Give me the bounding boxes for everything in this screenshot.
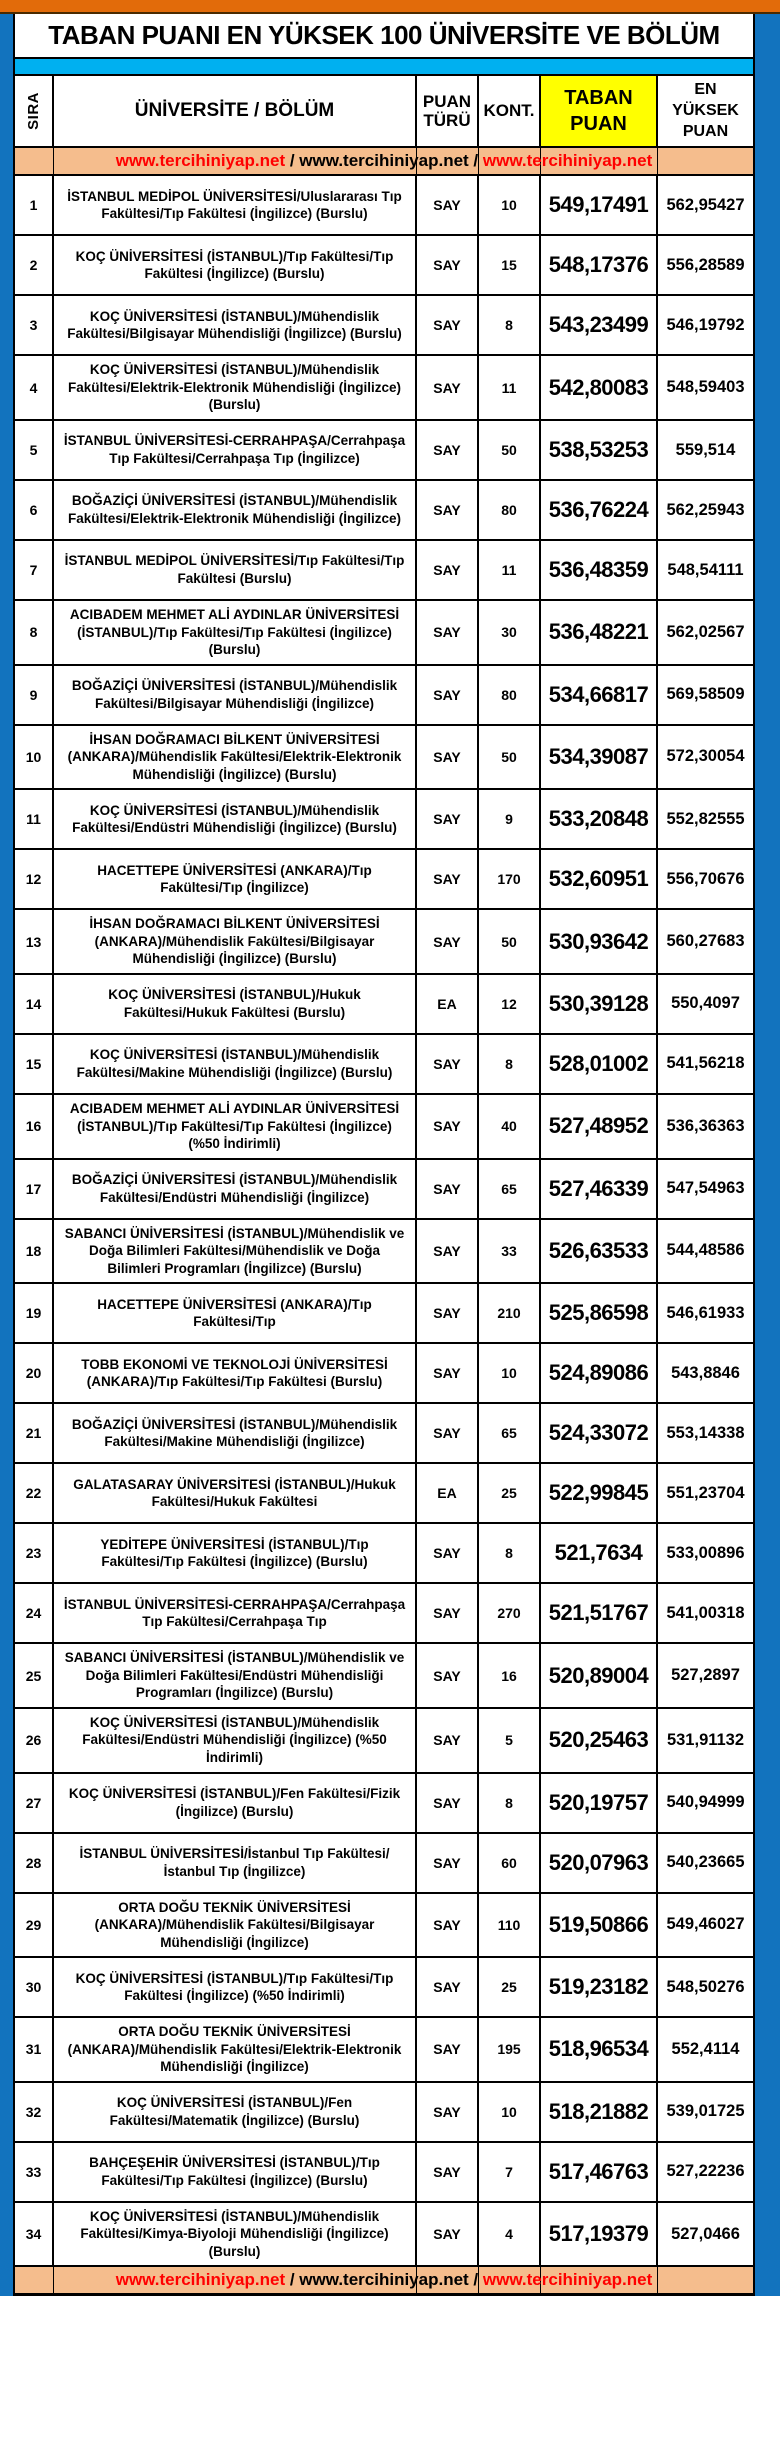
rank-cell: 3 — [15, 296, 54, 354]
rank-cell: 29 — [15, 1894, 54, 1957]
table-row — [15, 1220, 753, 1285]
table-row — [15, 2083, 753, 2143]
quota-cell: 170 — [479, 850, 541, 908]
base-score-cell: 520,07963 — [541, 1834, 658, 1892]
university-cell: KOÇ ÜNİVERSİTESİ (İSTANBUL)/Fen Fakültesi/Fizik (İngilizce) (Burslu) — [54, 1774, 417, 1832]
title-band — [15, 14, 753, 59]
watermark-separator: / — [468, 2270, 483, 2290]
top-score-cell: 562,02567 — [666, 622, 745, 641]
rank-cell: 12 — [15, 850, 54, 908]
table-row — [15, 1404, 753, 1464]
watermark-link[interactable]: www.tercihiniyap.net — [299, 2270, 469, 2290]
left-blue-border — [0, 14, 13, 2296]
top-orange-bar — [0, 0, 780, 14]
top-score-cell: 569,58509 — [666, 685, 745, 704]
watermark-link[interactable]: www.tercihiniyap.net — [482, 2270, 653, 2290]
base-score-cell: 519,23182 — [541, 1958, 658, 2016]
rank-cell: 11 — [15, 790, 54, 848]
rank-cell: 8 — [15, 601, 54, 664]
university-cell: HACETTEPE ÜNİVERSİTESİ (ANKARA)/Tıp Fakültesi/Tıp (İngilizce) — [54, 850, 417, 908]
rank-cell: 9 — [15, 666, 54, 724]
rank-cell: 4 — [15, 356, 54, 419]
university-cell: YEDİTEPE ÜNİVERSİTESİ (İSTANBUL)/Tıp Fakültesi/Tıp Fakültesi (İngilizce) (Burslu) — [54, 1524, 417, 1582]
university-cell: ORTA DOĞU TEKNİK ÜNİVERSİTESİ (ANKARA)/Mühendislik Fakültesi/Bilgisayar Mühendisliği (İngilizce) — [54, 1894, 417, 1957]
base-score-cell: 518,21882 — [541, 2083, 658, 2141]
university-cell: İHSAN DOĞRAMACI BİLKENT ÜNİVERSİTESİ (ANKARA)/Mühendislik Fakültesi/Bilgisayar Mühendisliği (İngilizce) (Burslu) — [54, 910, 417, 973]
university-cell: KOÇ ÜNİVERSİTESİ (İSTANBUL)/Mühendislik Fakültesi/Elektrik-Elektronik Mühendisliği (İngilizce) (Burslu) — [54, 356, 417, 419]
quota-cell: 8 — [479, 1524, 541, 1582]
watermark-link[interactable]: www.tercihiniyap.net — [115, 2270, 286, 2290]
quota-cell: 10 — [479, 176, 541, 234]
score-type-cell: SAY — [417, 541, 479, 599]
quota-cell: 16 — [479, 1644, 541, 1707]
university-cell: ACIBADEM MEHMET ALİ AYDINLAR ÜNİVERSİTESİ (İSTANBUL)/Tıp Fakültesi/Tıp Fakültesi (İngilizce) (%50 İndirimli) — [54, 1095, 417, 1158]
top-score-cell: 551,23704 — [666, 1483, 745, 1502]
university-cell: BOĞAZİÇİ ÜNİVERSİTESİ (İSTANBUL)/Mühendislik Fakültesi/Endüstri Mühendisliği (İngilizce) — [54, 1160, 417, 1218]
rank-cell: 13 — [15, 910, 54, 973]
base-score-cell: 527,48952 — [541, 1095, 658, 1158]
score-type-cell: SAY — [417, 1894, 479, 1957]
base-score-cell: 517,19379 — [541, 2203, 658, 2266]
top-score-cell: 543,8846 — [671, 1363, 740, 1382]
score-type-cell: SAY — [417, 850, 479, 908]
rank-cell: 32 — [15, 2083, 54, 2141]
rank-cell: 24 — [15, 1584, 54, 1642]
rank-cell: 15 — [15, 1035, 54, 1093]
top-score-cell: 540,94999 — [666, 1793, 745, 1812]
quota-cell: 50 — [479, 726, 541, 789]
base-score-cell: 533,20848 — [541, 790, 658, 848]
header-rank: SIRA — [15, 76, 54, 146]
university-cell: SABANCI ÜNİVERSİTESİ (İSTANBUL)/Mühendislik ve Doğa Bilimleri Fakültesi/Endüstri Mühendisliği Programları (İngilizce) (Burslu) — [54, 1644, 417, 1707]
score-type-cell: SAY — [417, 1035, 479, 1093]
base-score-cell: 548,17376 — [541, 236, 658, 294]
score-type-cell: SAY — [417, 666, 479, 724]
top-score-cell: 560,27683 — [666, 932, 745, 951]
table-row — [15, 1344, 753, 1404]
top-score-cell: 556,70676 — [666, 869, 745, 888]
university-cell: KOÇ ÜNİVERSİTESİ (İSTANBUL)/Mühendislik Fakültesi/Makine Mühendisliği (İngilizce) (Burslu) — [54, 1035, 417, 1093]
quota-cell: 50 — [479, 421, 541, 479]
table-body — [15, 176, 753, 2267]
table-row — [15, 541, 753, 601]
table-row — [15, 1894, 753, 1959]
rank-cell: 1 — [15, 176, 54, 234]
base-score-cell: 534,66817 — [541, 666, 658, 724]
top-score-cell: 531,91132 — [666, 1730, 745, 1749]
base-score-cell: 520,25463 — [541, 1709, 658, 1772]
top-score-cell: 546,19792 — [666, 315, 745, 334]
top-score-cell: 550,4097 — [671, 994, 740, 1013]
quota-cell: 9 — [479, 790, 541, 848]
top-score-cell: 548,54111 — [667, 560, 744, 579]
header-university: ÜNİVERSİTE / BÖLÜM — [54, 76, 417, 146]
score-type-cell: SAY — [417, 2143, 479, 2201]
base-score-cell: 522,99845 — [541, 1464, 658, 1522]
base-score-cell: 534,39087 — [541, 726, 658, 789]
rank-cell: 2 — [15, 236, 54, 294]
base-score-cell: 524,89086 — [541, 1344, 658, 1402]
header-top-score: EN YÜKSEK PUAN — [672, 81, 739, 140]
rank-cell: 20 — [15, 1344, 54, 1402]
base-score-cell: 521,51767 — [541, 1584, 658, 1642]
quota-cell: 80 — [479, 666, 541, 724]
header-base-score: TABAN PUAN — [541, 76, 658, 146]
quota-cell: 10 — [479, 2083, 541, 2141]
top-score-cell: 533,00896 — [666, 1543, 745, 1562]
rank-cell: 28 — [15, 1834, 54, 1892]
header-score-type: PUAN TÜRÜ — [417, 76, 479, 146]
top-score-cell: 552,82555 — [666, 809, 745, 828]
base-score-cell: 538,53253 — [541, 421, 658, 479]
university-cell: HACETTEPE ÜNİVERSİTESİ (ANKARA)/Tıp Fakültesi/Tıp — [54, 1284, 417, 1342]
score-type-cell: SAY — [417, 790, 479, 848]
top-score-cell: 527,22236 — [666, 2162, 745, 2181]
table-row — [15, 356, 753, 421]
table-row — [15, 296, 753, 356]
watermark-text — [15, 148, 753, 174]
base-score-cell: 543,23499 — [541, 296, 658, 354]
base-score-cell: 532,60951 — [541, 850, 658, 908]
university-cell: İSTANBUL ÜNİVERSİTESİ/İstanbul Tıp Fakültesi/İstanbul Tıp (İngilizce) — [54, 1834, 417, 1892]
watermark-link[interactable]: www.tercihiniyap.net — [482, 151, 653, 171]
top-score-cell: 552,4114 — [671, 2039, 740, 2058]
base-score-cell: 530,39128 — [541, 975, 658, 1033]
rank-cell: 25 — [15, 1644, 54, 1707]
table-header-row — [15, 76, 753, 148]
top-score-cell: 559,514 — [675, 440, 736, 459]
base-score-cell: 520,19757 — [541, 1774, 658, 1832]
score-type-cell: SAY — [417, 1095, 479, 1158]
table-row — [15, 2018, 753, 2083]
top-score-cell: 562,25943 — [666, 500, 745, 519]
quota-cell: 270 — [479, 1584, 541, 1642]
base-score-cell: 519,50866 — [541, 1894, 658, 1957]
score-type-cell: SAY — [417, 1160, 479, 1218]
table-row — [15, 910, 753, 975]
university-cell: GALATASARAY ÜNİVERSİTESİ (İSTANBUL)/Hukuk Fakültesi/Hukuk Fakültesi — [54, 1464, 417, 1522]
rank-cell: 16 — [15, 1095, 54, 1158]
table-row — [15, 726, 753, 791]
quota-cell: 25 — [479, 1464, 541, 1522]
university-cell: İSTANBUL ÜNİVERSİTESİ-CERRAHPAŞA/Cerrahpaşa Tıp Fakültesi/Cerrahpaşa Tıp — [54, 1584, 417, 1642]
table-row — [15, 1709, 753, 1774]
top-score-cell: 549,46027 — [666, 1915, 745, 1934]
score-type-cell: SAY — [417, 2018, 479, 2081]
table-row — [15, 1644, 753, 1709]
rank-cell: 23 — [15, 1524, 54, 1582]
base-score-cell: 536,48359 — [541, 541, 658, 599]
quota-cell: 50 — [479, 910, 541, 973]
university-cell: KOÇ ÜNİVERSİTESİ (İSTANBUL)/Mühendislik Fakültesi/Bilgisayar Mühendisliği (İngilizce) (Burslu) — [54, 296, 417, 354]
quota-cell: 8 — [479, 1774, 541, 1832]
quota-cell: 15 — [479, 236, 541, 294]
university-cell: İHSAN DOĞRAMACI BİLKENT ÜNİVERSİTESİ (ANKARA)/Mühendislik Fakültesi/Elektrik-Elektronik Mühendisliği (İngilizce) (Burslu) — [54, 726, 417, 789]
table-row — [15, 2143, 753, 2203]
score-type-cell: SAY — [417, 1220, 479, 1283]
base-score-cell: 518,96534 — [541, 2018, 658, 2081]
rank-cell: 31 — [15, 2018, 54, 2081]
quota-cell: 8 — [479, 296, 541, 354]
quota-cell: 12 — [479, 975, 541, 1033]
top-score-cell: 527,2897 — [671, 1666, 740, 1685]
score-type-cell: SAY — [417, 1284, 479, 1342]
table-row — [15, 790, 753, 850]
base-score-cell: 536,76224 — [541, 481, 658, 539]
university-cell: ACIBADEM MEHMET ALİ AYDINLAR ÜNİVERSİTESİ (İSTANBUL)/Tıp Fakültesi/Tıp Fakültesi (İngilizce) (Burslu) — [54, 601, 417, 664]
table-row — [15, 850, 753, 910]
quota-cell: 11 — [479, 356, 541, 419]
score-type-cell: SAY — [417, 296, 479, 354]
university-cell: İSTANBUL MEDİPOL ÜNİVERSİTESİ/Tıp Fakültesi/Tıp Fakültesi (Burslu) — [54, 541, 417, 599]
score-type-cell: SAY — [417, 1584, 479, 1642]
top-score-cell: 562,95427 — [666, 195, 745, 214]
top-score-cell: 544,48586 — [666, 1241, 745, 1260]
score-type-cell: SAY — [417, 236, 479, 294]
score-type-cell: EA — [417, 975, 479, 1033]
rank-cell: 18 — [15, 1220, 54, 1283]
table-row — [15, 176, 753, 236]
university-cell: KOÇ ÜNİVERSİTESİ (İSTANBUL)/Tıp Fakültesi/Tıp Fakültesi (İngilizce) (%50 İndirimli) — [54, 1958, 417, 2016]
rank-cell: 26 — [15, 1709, 54, 1772]
watermark-band-top — [15, 148, 753, 176]
top-score-cell: 556,28589 — [666, 255, 745, 274]
quota-cell: 33 — [479, 1220, 541, 1283]
top-score-cell: 540,23665 — [666, 1853, 745, 1872]
table-row — [15, 421, 753, 481]
university-cell: İSTANBUL MEDİPOL ÜNİVERSİTESİ/Uluslararası Tıp Fakültesi/Tıp Fakültesi (İngilizce) (Burslu) — [54, 176, 417, 234]
rank-cell: 27 — [15, 1774, 54, 1832]
score-type-cell: SAY — [417, 1774, 479, 1832]
top-score-cell: 541,00318 — [666, 1603, 745, 1622]
rank-cell: 17 — [15, 1160, 54, 1218]
quota-cell: 8 — [479, 1035, 541, 1093]
top-score-cell: 546,61933 — [666, 1303, 745, 1322]
score-type-cell: SAY — [417, 2083, 479, 2141]
quota-cell: 30 — [479, 601, 541, 664]
quota-cell: 110 — [479, 1894, 541, 1957]
university-cell: BAHÇEŞEHİR ÜNİVERSİTESİ (İSTANBUL)/Tıp Fakültesi/Tıp Fakültesi (İngilizce) (Burslu) — [54, 2143, 417, 2201]
content-box — [13, 14, 755, 2296]
score-type-cell: SAY — [417, 1644, 479, 1707]
top-score-cell: 527,0466 — [671, 2224, 740, 2243]
table-row — [15, 1035, 753, 1095]
table-row — [15, 1584, 753, 1644]
base-score-cell: 520,89004 — [541, 1644, 658, 1707]
score-type-cell: SAY — [417, 1524, 479, 1582]
university-cell: KOÇ ÜNİVERSİTESİ (İSTANBUL)/Fen Fakültesi/Matematik (İngilizce) (Burslu) — [54, 2083, 417, 2141]
score-type-cell: SAY — [417, 356, 479, 419]
university-cell: İSTANBUL ÜNİVERSİTESİ-CERRAHPAŞA/Cerrahpaşa Tıp Fakültesi/Cerrahpaşa Tıp (İngilizce) — [54, 421, 417, 479]
table-row — [15, 975, 753, 1035]
watermark-band-bottom — [15, 2267, 753, 2293]
table-row — [15, 1464, 753, 1524]
quota-cell: 65 — [479, 1160, 541, 1218]
table-row — [15, 1958, 753, 2018]
university-cell: BOĞAZİÇİ ÜNİVERSİTESİ (İSTANBUL)/Mühendislik Fakültesi/Elektrik-Elektronik Mühendisliği (İngilizce) — [54, 481, 417, 539]
score-type-cell: SAY — [417, 601, 479, 664]
table-row — [15, 1834, 753, 1894]
page-title: TABAN PUANI EN YÜKSEK 100 ÜNİVERSİTE VE BÖLÜM — [48, 20, 720, 50]
watermark-link[interactable]: www.tercihiniyap.net — [115, 151, 286, 171]
quota-cell: 80 — [479, 481, 541, 539]
university-cell: SABANCI ÜNİVERSİTESİ (İSTANBUL)/Mühendislik ve Doğa Bilimleri Fakültesi/Mühendislik ve Doğa Bilimleri Programları (İngilizce) (Burslu) — [54, 1220, 417, 1283]
score-type-cell: SAY — [417, 910, 479, 973]
base-score-cell: 549,17491 — [541, 176, 658, 234]
rank-cell: 10 — [15, 726, 54, 789]
quota-cell: 210 — [479, 1284, 541, 1342]
watermark-link[interactable]: www.tercihiniyap.net — [299, 151, 469, 171]
rank-cell: 30 — [15, 1958, 54, 2016]
base-score-cell: 536,48221 — [541, 601, 658, 664]
table-row — [15, 666, 753, 726]
top-score-cell: 541,56218 — [666, 1054, 745, 1073]
university-cell: TOBB EKONOMİ VE TEKNOLOJİ ÜNİVERSİTESİ (ANKARA)/Tıp Fakültesi/Tıp Fakültesi (Burslu) — [54, 1344, 417, 1402]
top-score-cell: 553,14338 — [666, 1423, 745, 1442]
top-score-cell: 548,59403 — [666, 378, 745, 397]
base-score-cell: 524,33072 — [541, 1404, 658, 1462]
rank-cell: 6 — [15, 481, 54, 539]
score-type-cell: SAY — [417, 176, 479, 234]
watermark-separator: / — [468, 151, 483, 171]
score-type-cell: SAY — [417, 2203, 479, 2266]
university-cell: KOÇ ÜNİVERSİTESİ (İSTANBUL)/Mühendislik Fakültesi/Endüstri Mühendisliği (İngilizce) (Burslu) — [54, 790, 417, 848]
score-type-cell: SAY — [417, 421, 479, 479]
header-quota: KONT. — [479, 76, 541, 146]
university-cell: BOĞAZİÇİ ÜNİVERSİTESİ (İSTANBUL)/Mühendislik Fakültesi/Bilgisayar Mühendisliği (İngilizce) — [54, 666, 417, 724]
quota-cell: 60 — [479, 1834, 541, 1892]
quota-cell: 5 — [479, 1709, 541, 1772]
rank-cell: 7 — [15, 541, 54, 599]
watermark-separator: / — [285, 2270, 300, 2290]
score-type-cell: SAY — [417, 1958, 479, 2016]
rank-cell: 21 — [15, 1404, 54, 1462]
ranking-table — [15, 74, 753, 2296]
base-score-cell: 526,63533 — [541, 1220, 658, 1283]
base-score-cell: 527,46339 — [541, 1160, 658, 1218]
top-score-cell: 548,50276 — [666, 1977, 745, 1996]
quota-cell: 65 — [479, 1404, 541, 1462]
table-row — [15, 1524, 753, 1584]
score-type-cell: SAY — [417, 1344, 479, 1402]
base-score-cell: 542,80083 — [541, 356, 658, 419]
blue-stripe — [15, 59, 753, 74]
university-cell: BOĞAZİÇİ ÜNİVERSİTESİ (İSTANBUL)/Mühendislik Fakültesi/Makine Mühendisliği (İngilizce) — [54, 1404, 417, 1462]
base-score-cell: 530,93642 — [541, 910, 658, 973]
score-type-cell: SAY — [417, 1404, 479, 1462]
table-row — [15, 1095, 753, 1160]
quota-cell: 195 — [479, 2018, 541, 2081]
right-blue-border — [755, 14, 780, 2296]
watermark-separator: / — [285, 151, 300, 171]
quota-cell: 11 — [479, 541, 541, 599]
base-score-cell: 517,46763 — [541, 2143, 658, 2201]
quota-cell: 7 — [479, 2143, 541, 2201]
base-score-cell: 521,7634 — [541, 1524, 658, 1582]
quota-cell: 10 — [479, 1344, 541, 1402]
quota-cell: 4 — [479, 2203, 541, 2266]
score-type-cell: EA — [417, 1464, 479, 1522]
base-score-cell: 525,86598 — [541, 1284, 658, 1342]
university-cell: KOÇ ÜNİVERSİTESİ (İSTANBUL)/Hukuk Fakültesi/Hukuk Fakültesi (Burslu) — [54, 975, 417, 1033]
rank-cell: 14 — [15, 975, 54, 1033]
score-type-cell: SAY — [417, 726, 479, 789]
rank-cell: 19 — [15, 1284, 54, 1342]
table-row — [15, 236, 753, 296]
quota-cell: 25 — [479, 1958, 541, 2016]
rank-cell: 33 — [15, 2143, 54, 2201]
base-score-cell: 528,01002 — [541, 1035, 658, 1093]
table-row — [15, 601, 753, 666]
table-row — [15, 1284, 753, 1344]
university-cell: KOÇ ÜNİVERSİTESİ (İSTANBUL)/Mühendislik Fakültesi/Endüstri Mühendisliği (İngilizce) (%50 İndirimli) — [54, 1709, 417, 1772]
score-type-cell: SAY — [417, 1709, 479, 1772]
rank-cell: 5 — [15, 421, 54, 479]
top-score-cell: 536,36363 — [666, 1116, 745, 1135]
table-row — [15, 1774, 753, 1834]
page-frame — [0, 14, 780, 2296]
watermark-text — [15, 2267, 753, 2293]
rank-cell: 34 — [15, 2203, 54, 2266]
score-type-cell: SAY — [417, 481, 479, 539]
rank-cell: 22 — [15, 1464, 54, 1522]
quota-cell: 40 — [479, 1095, 541, 1158]
top-score-cell: 572,30054 — [666, 747, 745, 766]
university-cell: KOÇ ÜNİVERSİTESİ (İSTANBUL)/Mühendislik Fakültesi/Kimya-Biyoloji Mühendisliği (İngilizce) (Burslu) — [54, 2203, 417, 2266]
table-row — [15, 2203, 753, 2268]
score-type-cell: SAY — [417, 1834, 479, 1892]
university-cell: ORTA DOĞU TEKNİK ÜNİVERSİTESİ (ANKARA)/Mühendislik Fakültesi/Elektrik-Elektronik Mühendisliği (İngilizce) — [54, 2018, 417, 2081]
top-score-cell: 539,01725 — [666, 2102, 745, 2121]
table-row — [15, 481, 753, 541]
university-cell: KOÇ ÜNİVERSİTESİ (İSTANBUL)/Tıp Fakültesi/Tıp Fakültesi (İngilizce) (Burslu) — [54, 236, 417, 294]
table-row — [15, 1160, 753, 1220]
top-score-cell: 547,54963 — [666, 1179, 745, 1198]
